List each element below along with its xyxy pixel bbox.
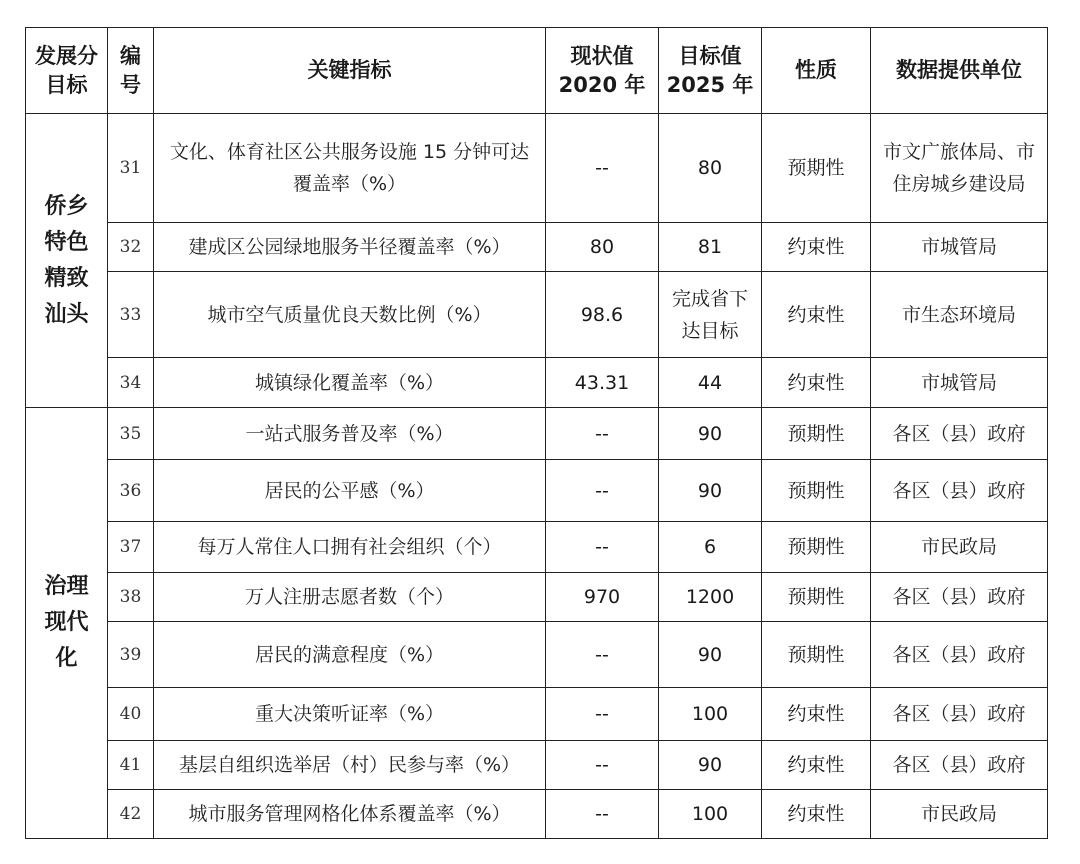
table-header [26,28,1048,114]
nature-cell: 预期性 [762,622,871,688]
row-number: 37 [108,522,154,573]
current-value: -- [546,688,659,741]
current-value: 970 [546,573,659,622]
nature-cell: 预期性 [762,408,871,460]
indicator-cell: 重大决策听证率（%） [154,688,546,741]
target-value: 6 [659,522,762,573]
table-row [26,460,1048,522]
indicator-cell: 每万人常住人口拥有社会组织（个） [154,522,546,573]
header-no: 编 号 [108,28,154,114]
indicator-cell: 居民的满意程度（%） [154,622,546,688]
unit-cell: 市文广旅体局、市 住房城乡建设局 [871,114,1048,223]
row-number: 41 [108,741,154,790]
unit-cell: 各区（县）政府 [871,460,1048,522]
unit-cell: 各区（县）政府 [871,688,1048,741]
table-row [26,790,1048,839]
unit-cell: 市城管局 [871,358,1048,408]
current-value: -- [546,460,659,522]
table-row [26,358,1048,408]
header-current: 现状值 2020 年 [546,28,659,114]
current-value: -- [546,408,659,460]
current-value: -- [546,741,659,790]
header-target: 目标值 2025 年 [659,28,762,114]
table-row [26,741,1048,790]
nature-cell: 约束性 [762,790,871,839]
unit-cell: 各区（县）政府 [871,573,1048,622]
target-value: 100 [659,790,762,839]
table-row [26,522,1048,573]
nature-cell: 约束性 [762,688,871,741]
indicator-cell: 建成区公园绿地服务半径覆盖率（%） [154,223,546,272]
group-cell-governance: 治理 现代 化 [26,408,108,839]
unit-cell: 各区（县）政府 [871,408,1048,460]
row-number: 33 [108,272,154,358]
current-value: 80 [546,223,659,272]
group-cell-qiaoxiang: 侨乡 特色 精致 汕头 [26,114,108,408]
table-row [26,408,1048,460]
current-value: 98.6 [546,272,659,358]
table-row [26,272,1048,358]
target-value: 100 [659,688,762,741]
unit-cell: 各区（县）政府 [871,622,1048,688]
target-value: 80 [659,114,762,223]
target-value: 1200 [659,573,762,622]
header-nature: 性质 [762,28,871,114]
row-number: 42 [108,790,154,839]
target-value: 完成省下 达目标 [659,272,762,358]
target-value: 90 [659,460,762,522]
row-number: 32 [108,223,154,272]
target-value: 90 [659,622,762,688]
header-goal: 发展分 目标 [26,28,108,114]
nature-cell: 预期性 [762,522,871,573]
table-row [26,622,1048,688]
current-value: 43.31 [546,358,659,408]
row-number: 36 [108,460,154,522]
nature-cell: 预期性 [762,460,871,522]
unit-cell: 市城管局 [871,223,1048,272]
nature-cell: 约束性 [762,223,871,272]
nature-cell: 约束性 [762,358,871,408]
unit-cell: 市生态环境局 [871,272,1048,358]
current-value: -- [546,114,659,223]
target-value: 90 [659,741,762,790]
nature-cell: 约束性 [762,272,871,358]
indicator-cell: 城镇绿化覆盖率（%） [154,358,546,408]
unit-cell: 市民政局 [871,790,1048,839]
unit-cell: 市民政局 [871,522,1048,573]
indicator-cell: 万人注册志愿者数（个） [154,573,546,622]
row-number: 31 [108,114,154,223]
table-row [26,223,1048,272]
header-unit: 数据提供单位 [871,28,1048,114]
table-row [26,688,1048,741]
unit-cell: 各区（县）政府 [871,741,1048,790]
target-value: 44 [659,358,762,408]
row-number: 38 [108,573,154,622]
row-number: 35 [108,408,154,460]
indicators-table [25,27,1048,839]
current-value: -- [546,790,659,839]
indicator-cell: 一站式服务普及率（%） [154,408,546,460]
indicator-cell: 文化、体育社区公共服务设施 15 分钟可达 覆盖率（%） [154,114,546,223]
table-row [26,114,1048,223]
nature-cell: 约束性 [762,741,871,790]
target-value: 90 [659,408,762,460]
row-number: 40 [108,688,154,741]
current-value: -- [546,522,659,573]
nature-cell: 预期性 [762,114,871,223]
current-value: -- [546,622,659,688]
table-row [26,573,1048,622]
header-indicator: 关键指标 [154,28,546,114]
indicator-cell: 城市服务管理网格化体系覆盖率（%） [154,790,546,839]
target-value: 81 [659,223,762,272]
row-number: 34 [108,358,154,408]
indicator-cell: 城市空气质量优良天数比例（%） [154,272,546,358]
indicator-cell: 基层自组织选举居（村）民参与率（%） [154,741,546,790]
indicator-cell: 居民的公平感（%） [154,460,546,522]
nature-cell: 预期性 [762,573,871,622]
row-number: 39 [108,622,154,688]
